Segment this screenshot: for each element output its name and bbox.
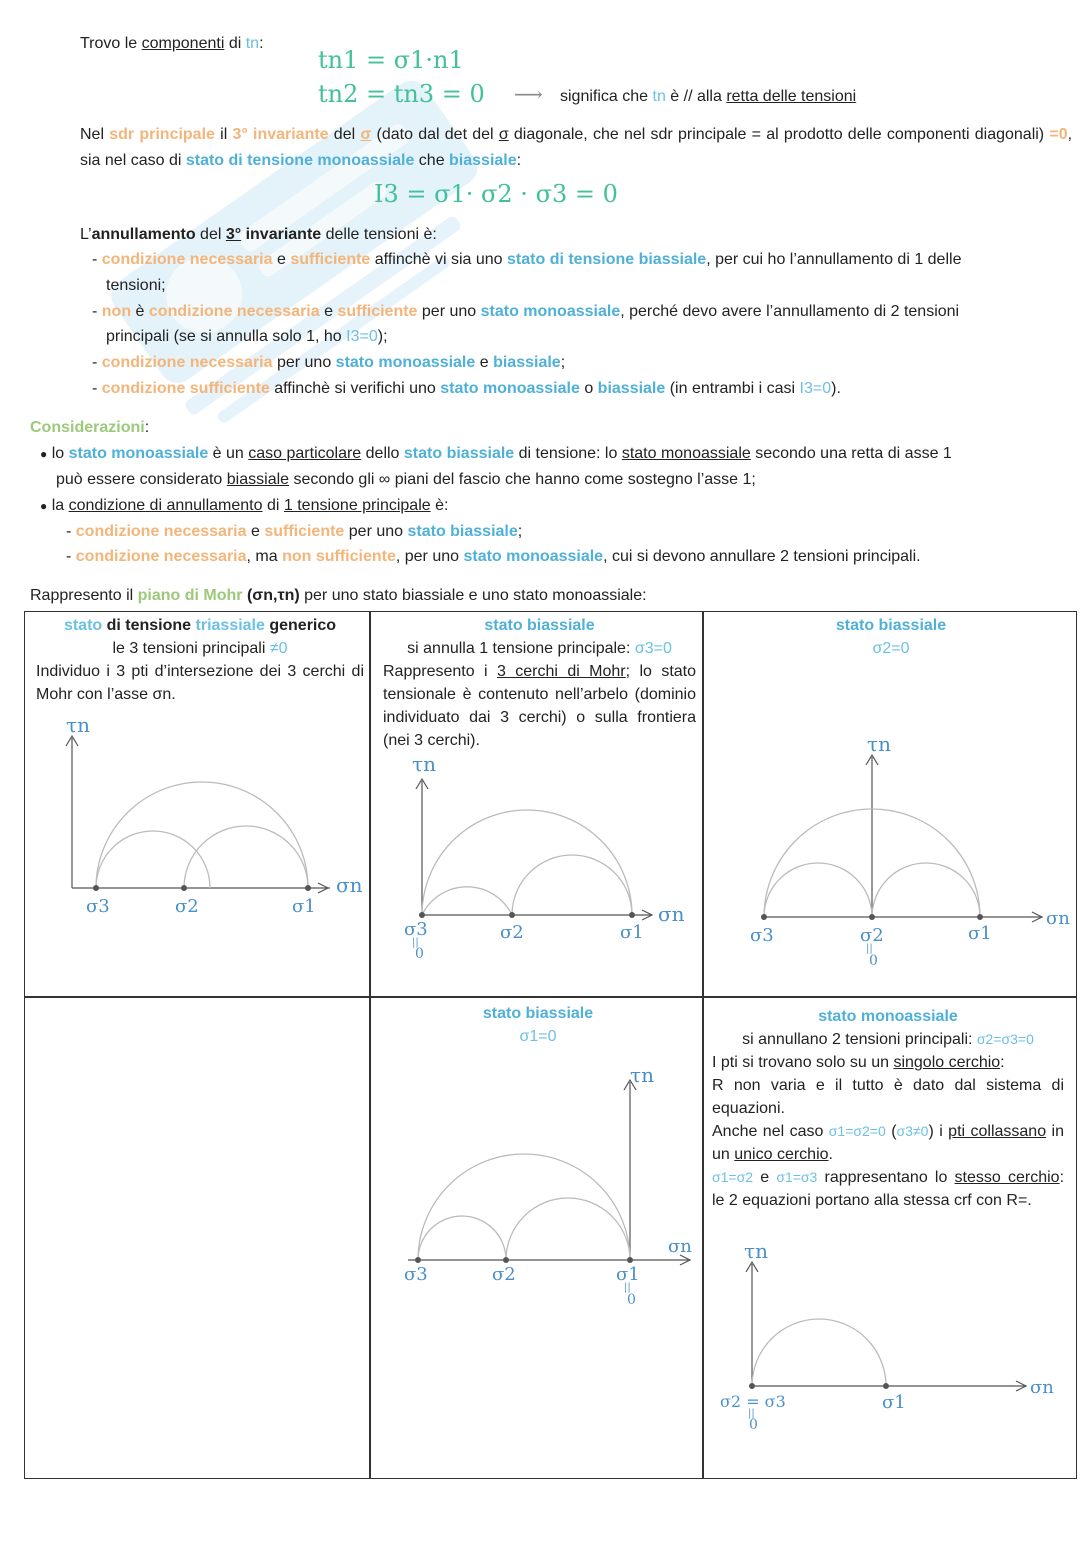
mohr-intro: Rappresento il piano di Mohr (σn,τn) per uno stato biassiale e uno stato monoassiale: [30, 587, 647, 604]
s1-label: σ1 [882, 1392, 906, 1413]
point-s2 [503, 1257, 509, 1263]
mohr-diagram-biassiale-s3 [380, 752, 700, 975]
sigma-label: σn [668, 1236, 692, 1257]
mohr-circle [422, 887, 512, 915]
bullet-1: - condizione necessaria e sufficiente affinchè vi sia uno stato di tensione biassiale, per cui ho l’annullamento di 1 delle [92, 251, 962, 268]
s2-eq-s3-label: σ2 = σ3 [720, 1392, 786, 1411]
formula-tn2-tn3: tn2 = tn3 = 0 [318, 80, 485, 108]
mohr-circle [872, 863, 980, 917]
mohr-circle [96, 831, 210, 888]
paragraph-invariante: Nel sdr principale il 3° invariante del σ (dato dal det del σ diagonale, che nel sdr principale = al prodotto delle componenti diagonali) =0, sia nel caso di stato di tensione monoassiale che biassiale: [80, 126, 1073, 169]
point-s2 [509, 912, 515, 918]
arrow-icon: ⟶ [514, 82, 543, 106]
tau-label: τn [66, 713, 90, 737]
considerazione-2-sub2: - condizione necessaria, ma non sufficiente, per uno stato monoassiale, cui si devono annullare 2 tensioni principali. [66, 548, 921, 565]
s1-label: σ1 [968, 923, 992, 944]
point-s3 [93, 885, 99, 891]
considerazione-2: ● la condizione di annullamento di 1 tensione principale è: [40, 497, 449, 514]
mohr-diagram-triassiale [30, 700, 370, 930]
zero-label: 0 [869, 953, 878, 969]
tau-label: τn [630, 1063, 654, 1087]
s3-label: σ3 [404, 919, 428, 940]
bullet-2-cont: principali (se si annulla solo 1, ho I3=0); [106, 328, 388, 345]
s3-label: σ3 [750, 925, 774, 946]
point-s2-s3 [749, 1383, 755, 1389]
zero-label: 0 [749, 1417, 758, 1433]
s2-label: σ2 [500, 922, 524, 943]
table-divider [24, 996, 1077, 998]
tau-label: τn [412, 752, 436, 776]
point-s1 [629, 912, 635, 918]
annullamento-heading: L’annullamento del 3° invariante delle tensioni è: [80, 226, 437, 243]
point-s3 [419, 912, 425, 918]
point-s1 [883, 1383, 889, 1389]
point-s3 [761, 914, 767, 920]
cell-biassiale-s1: stato biassiale σ1=0 [482, 1005, 594, 1045]
mohr-diagram-biassiale-s2 [712, 732, 1077, 975]
considerazione-1-cont: può essere considerato biassiale secondo gli ∞ piani del fascio che hanno come sostegno l’asse 1; [56, 471, 756, 488]
zero-label: 0 [415, 946, 424, 962]
intro-line: Trovo le componenti di tn: [80, 35, 264, 52]
point-s1 [977, 914, 983, 920]
point-s2 [181, 885, 187, 891]
formula-i3: I3 = σ1· σ2 · σ3 = 0 [374, 180, 618, 208]
s2-label: σ2 [860, 925, 884, 946]
mohr-circle [512, 855, 632, 915]
cell-biassiale-s2: stato biassiale σ2=0 [835, 617, 947, 657]
sigma-label: σn [1046, 908, 1070, 929]
mohr-circle [418, 1154, 630, 1260]
equal-mark: || [866, 943, 873, 954]
s1-label: σ1 [620, 922, 644, 943]
tau-label: τn [744, 1239, 768, 1263]
sigma-label: σn [658, 902, 685, 926]
mohr-circle [184, 826, 308, 888]
bullet-2: - non è condizione necessaria e sufficiente per uno stato monoassiale, perché devo avere l’annullamento di 2 tensioni [92, 303, 960, 320]
s1-label: σ1 [616, 1264, 640, 1285]
s2-label: σ2 [175, 896, 199, 917]
table-divider [702, 611, 704, 1479]
considerazione-1: ● lo stato monoassiale è un caso particolare dello stato biassiale di tensione: lo stato monoassiale secondo una retta di asse 1 [40, 445, 952, 462]
bullet-4: - condizione sufficiente affinchè si verifichi uno stato monoassiale o biassiale (in entrambi i casi I3=0). [92, 380, 841, 397]
bullet-1-cont: tensioni; [106, 277, 166, 294]
point-s2 [869, 914, 875, 920]
mohr-circle [418, 1216, 506, 1260]
s1-label: σ1 [292, 896, 316, 917]
point-s3 [415, 1257, 421, 1263]
mohr-circle [764, 863, 872, 917]
tau-label: τn [867, 732, 891, 756]
equal-mark: || [412, 937, 419, 948]
significa-line: significa che tn è // alla retta delle tensioni [560, 88, 857, 105]
cell-triassiale: stato di tensione triassiale generico le 3 tensioni principali ≠0 Individuo i 3 pti d’intersezione dei 3 cerchi di Mohr con l’asse σn. [36, 617, 364, 703]
bullet-3: - condizione necessaria per uno stato monoassiale e biassiale; [92, 354, 566, 371]
sigma-label: σn [336, 873, 363, 897]
s3-label: σ3 [404, 1264, 428, 1285]
equal-mark: || [624, 1282, 631, 1293]
equal-mark: || [748, 1408, 755, 1419]
cell-biassiale-s3: stato biassiale si annulla 1 tensione principale: σ3=0 Rappresento i 3 cerchi di Mohr; lo stato tensionale è contenuto nell’arbelo (dominio individuato dai 3 cerchi) o sulla frontiera (nei 3 cerchi). [383, 617, 697, 749]
zero-label: 0 [627, 1292, 636, 1308]
s2-label: σ2 [492, 1264, 516, 1285]
formula-tn1: tn1 = σ1·n1 [318, 46, 464, 74]
point-s1 [627, 1257, 633, 1263]
point-s1 [305, 885, 311, 891]
mohr-circle [506, 1198, 630, 1260]
cell-monoassiale: stato monoassiale si annullano 2 tensioni principali: σ2=σ3=0 I pti si trovano solo su un singolo cerchio: R non varia e il tutto è dato dal sistema di equazioni. Anche nel caso σ1=σ2=0 (σ3≠0) i pti collassano in un unico cerchio. σ1=σ2 e σ1=σ3 rappresentano lo stesso cerchio: le 2 equazioni portano alla stessa crf con R=. [712, 1008, 1065, 1209]
mohr-diagram-biassiale-s1 [380, 1060, 700, 1310]
s3-label: σ3 [86, 896, 110, 917]
sigma-label: σn [1030, 1377, 1054, 1398]
considerazioni-title: Considerazioni: [30, 419, 150, 436]
considerazione-2-sub1: - condizione necessaria e sufficiente per uno stato biassiale; [66, 523, 523, 540]
mohr-circle [96, 782, 308, 888]
mohr-circle [752, 1319, 886, 1386]
mohr-diagram-monoassiale [712, 1238, 1077, 1438]
